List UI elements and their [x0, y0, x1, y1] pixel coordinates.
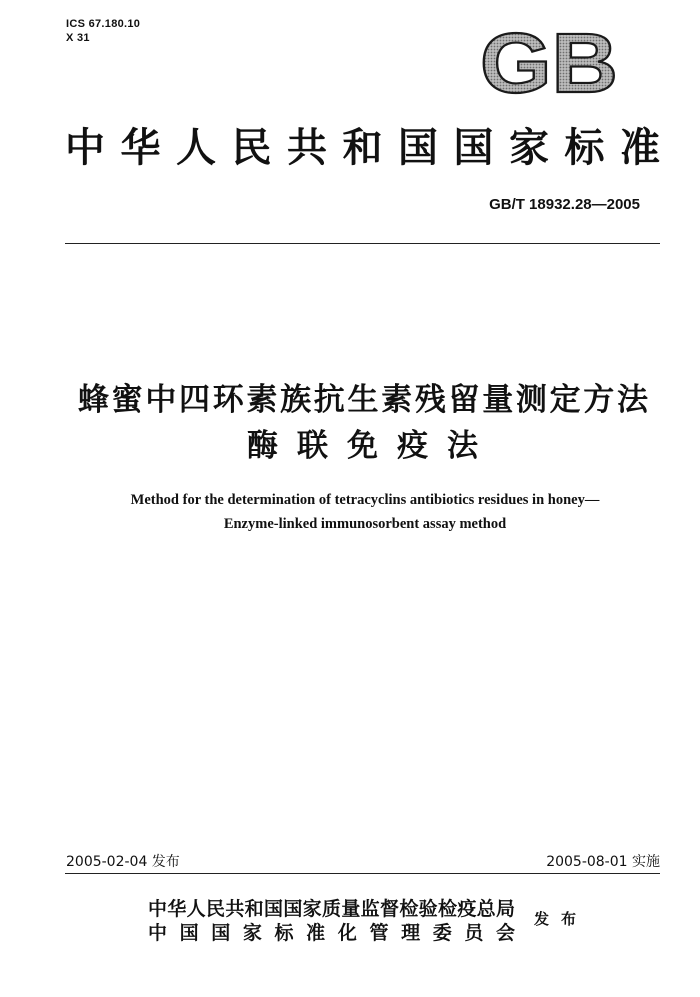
issuer-sac: 中 国 国 家 标 准 化 管 理 委 员 会 — [148, 922, 515, 944]
standard-number: GB/T 18932.28—2005 — [489, 196, 640, 213]
title-en-line1: Method for the determination of tetracyclins antibiotics residues in honey— — [130, 492, 600, 508]
title-cn-line1: 蜂蜜中四环素族抗生素残留量测定方法 — [78, 382, 648, 418]
header-divider — [65, 243, 660, 244]
issue-date: 2005-02-04 发布 — [66, 854, 180, 870]
publish-label: 发 布 — [534, 910, 576, 928]
issuer-aqsiq: 中华人民共和国国家质量监督检验检疫总局 — [148, 898, 515, 920]
footer-divider — [65, 873, 660, 874]
gb-logo — [478, 30, 620, 96]
title-cn-line2: 酶 联 免 疫 法 — [247, 428, 478, 464]
gb-logo-lettering: GB — [480, 30, 618, 96]
title-en-line2: Enzyme-linked immunosorbent assay method — [223, 516, 507, 532]
ics-code: ICS 67.180.10 — [66, 18, 141, 30]
implement-date: 2005-08-01 实施 — [546, 854, 660, 870]
national-standard-title: 中华人民共和国国家标准 — [65, 125, 660, 171]
ccs-code: X 31 — [66, 32, 90, 44]
